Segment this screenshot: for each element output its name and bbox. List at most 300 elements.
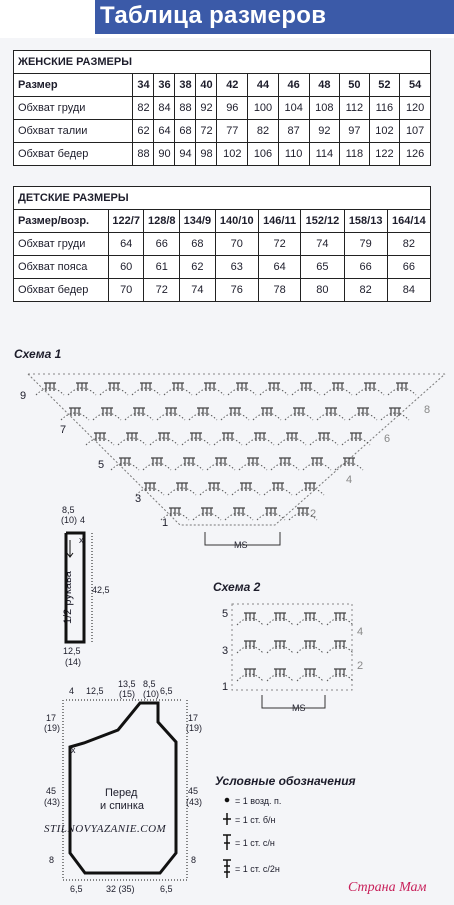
legend-item: = 1 ст. с/н [235,838,275,848]
table-cell: 94 [175,143,196,166]
stitch-mark [204,383,208,391]
sleeve-top-dim: 8,5 [62,505,75,515]
body-dim: 32 (35) [106,884,135,894]
stitch-mark [308,641,312,649]
stitch-mark [342,641,346,649]
stitch-mark [274,641,278,649]
stitch-mark [84,383,88,391]
stitch-mark [338,641,342,649]
stitch-mark [318,433,322,441]
stitch-mark [240,383,244,391]
stitch-mark [372,383,376,391]
body-outline [70,703,176,873]
legend-item: = 1 возд. п. [235,796,282,806]
sleeve-bottom-dim-alt: (14) [65,657,82,667]
table-cell: 87 [278,120,309,143]
stitch-mark [240,483,244,491]
stitch-mark [109,408,113,416]
table-cell: 90 [154,143,175,166]
stitch-mark [334,669,338,677]
body-label: Перед [105,787,138,799]
table-cell: 82 [344,279,387,302]
stitch-mark [274,669,278,677]
stitch-mark [338,613,342,621]
stitch-mark [205,508,209,516]
body-dim: 8 [49,855,55,865]
table-cell: 60 [108,256,144,279]
stitch-mark [141,408,145,416]
stitch-mark [297,408,301,416]
stitch-mark [282,613,286,621]
size-header: 40 [196,74,217,97]
stitch-mark [137,408,141,416]
table-cell: 97 [340,120,369,143]
stitch-mark [325,408,329,416]
stitch-mark [197,408,201,416]
stitch-mark [334,613,338,621]
stitch-mark [244,383,248,391]
body-dim: (43) [186,797,203,807]
stitch-mark [389,408,393,416]
stitch-mark [365,408,369,416]
table-cell: 84 [154,97,175,120]
stitch-mark [347,458,351,466]
stitch-mark [44,383,48,391]
scheme1-fans [36,383,416,520]
stitch-mark [297,508,301,516]
stitch-mark [176,383,180,391]
stitch-mark [340,383,344,391]
stitch-mark [77,408,81,416]
table-cell: 72 [258,233,300,256]
stitch-mark [282,641,286,649]
table-cell: 82 [387,233,430,256]
stitch-mark [286,433,290,441]
stitch-mark [269,508,273,516]
table-cell: 77 [217,120,248,143]
row-label: Обхват талии [14,120,133,143]
size-header: 50 [340,74,369,97]
body-label: и спинка [100,800,145,812]
table-cell: 106 [248,143,279,166]
scheme1-title: Схема 1 [14,347,62,361]
stitch-mark [101,408,105,416]
scheme2-fans [237,613,353,681]
stitch-mark [393,408,397,416]
table-cell: 64 [154,120,175,143]
table-cell: 116 [369,97,400,120]
stitch-mark [304,383,308,391]
stitch-mark [102,433,106,441]
row-number: 3 [135,493,142,505]
stitch-mark [112,383,116,391]
repeat-label: MS [292,703,306,713]
legend-item: = 1 ст. с/2н [235,864,280,874]
stitch-mark [116,383,120,391]
page-title: Таблица размеров [100,2,327,29]
stitch-mark [144,383,148,391]
legend-item: = 1 ст. б/н [235,815,276,825]
stitch-mark [126,433,130,441]
table-cell: 112 [340,97,369,120]
header-label: Размер/возр. [14,210,109,233]
stitch-mark [244,669,248,677]
stitch-mark [191,458,195,466]
body-dim: 17 [188,713,199,723]
stitch-mark [205,408,209,416]
stitch-mark [219,458,223,466]
double-crochet-icon [223,835,231,850]
stitch-mark [304,613,308,621]
stitch-mark [230,433,234,441]
row-number: 1 [162,517,169,529]
stitch-mark [319,458,323,466]
stitch-mark [159,458,163,466]
stitch-mark [80,383,84,391]
stitch-mark [201,508,205,516]
stitch-mark [184,483,188,491]
body-dim: 4 [69,686,75,696]
body-dim: 17 [46,713,57,723]
row-number: 5 [222,608,229,620]
stitch-mark [183,458,187,466]
row-number: 7 [60,424,67,436]
stitch-mark [252,613,256,621]
row-number: 8 [424,404,431,416]
sleeve-top-right-dim: 4 [80,515,86,525]
stitch-mark [308,669,312,677]
stitch-mark [338,669,342,677]
table-cell: 84 [387,279,430,302]
stitch-mark [226,433,230,441]
table-cell: 61 [144,256,180,279]
sleeve-label: 1/2 рукава [62,571,74,624]
stitch-mark [237,408,241,416]
size-header: 42 [217,74,248,97]
stitch-mark [312,641,316,649]
table-cell: 114 [309,143,340,166]
table-cell: 66 [144,233,180,256]
table-cell: 108 [309,97,340,120]
stitch-mark [272,383,276,391]
scheme1-repeat-bracket [205,532,280,545]
stitch-mark [312,669,316,677]
row-number: 5 [98,459,105,471]
table-cell: 72 [196,120,217,143]
stitch-mark [165,408,169,416]
stitch-mark [400,383,404,391]
stitch-mark [48,383,52,391]
stitch-mark [301,408,305,416]
table-cell: 64 [108,233,144,256]
stitch-mark [265,408,269,416]
stitch-mark [190,433,194,441]
stitch-mark [69,408,73,416]
stitch-mark [358,433,362,441]
stitch-mark [166,433,170,441]
stitch-mark [98,433,102,441]
stitch-mark [396,383,400,391]
stitch-mark [404,383,408,391]
table-cell: 107 [400,120,431,143]
body-dim: (19) [186,723,203,733]
row-number: 1 [222,681,229,693]
stitch-mark [294,433,298,441]
stitch-mark [236,383,240,391]
body-dim: 12,5 [86,686,104,696]
body-dim: 6,5 [160,686,173,696]
stitch-mark [311,458,315,466]
stitch-mark [315,458,319,466]
stitch-mark [304,669,308,677]
size-header: 36 [154,74,175,97]
table-cell: 102 [369,120,400,143]
sleeve-mark: x [79,535,84,545]
row-number: 4 [346,474,353,486]
row-number: 2 [357,660,364,672]
stitch-mark [140,383,144,391]
stitch-mark [201,408,205,416]
stitch-mark [208,383,212,391]
stitch-mark [212,383,216,391]
stitch-mark [52,383,56,391]
body-dim: 6,5 [70,884,83,894]
stitch-mark [247,458,251,466]
row-label: Обхват груди [14,233,109,256]
stitch-mark [332,383,336,391]
stitch-mark [212,483,216,491]
stitch-mark [334,641,338,649]
stitch-mark [248,669,252,677]
sleeve-top-dim-alt: (10) [61,515,78,525]
stitch-mark [187,458,191,466]
size-header: 52 [369,74,400,97]
stitch-mark [127,458,131,466]
stitch-mark [180,483,184,491]
stitch-mark [177,508,181,516]
body-dim-lines [63,700,187,880]
table-cell: 62 [180,256,216,279]
table-cell: 76 [215,279,258,302]
stitch-mark [276,383,280,391]
stitch-mark [133,408,137,416]
stitch-mark [237,508,241,516]
sleeve-pattern [66,533,92,642]
stitch-mark [354,433,358,441]
table-cell: 104 [278,97,309,120]
legend-title: Условные обозначения [215,774,356,788]
body-pattern [63,700,187,880]
stitch-mark [208,483,212,491]
table-cell: 63 [215,256,258,279]
single-crochet-icon [223,813,231,825]
sleeve-bottom-dim: 12,5 [63,646,81,656]
stitch-mark [229,408,233,416]
stitch-mark [162,433,166,441]
header-label: Размер [14,74,133,97]
stitch-mark [173,508,177,516]
table-cell: 66 [387,256,430,279]
scheme2-title: Схема 2 [213,580,261,594]
stitch-mark [351,458,355,466]
stitch-mark [308,613,312,621]
stitch-mark [73,408,77,416]
size-header: 54 [400,74,431,97]
stitch-mark [350,433,354,441]
stitch-mark [273,508,277,516]
size-header: 152/12 [301,210,344,233]
table-cell: 92 [196,97,217,120]
size-header: 134/9 [180,210,216,233]
stitch-mark [326,433,330,441]
scheme1-outline [28,374,445,525]
repeat-label: MS [234,540,248,550]
stitch-mark [312,613,316,621]
stitch-mark [304,641,308,649]
stitch-mark [158,433,162,441]
stitch-mark [268,383,272,391]
table-caption: ЖЕНСКИЕ РАЗМЕРЫ [14,51,431,74]
size-header: 158/13 [344,210,387,233]
stitch-mark [272,483,276,491]
table-cell: 72 [144,279,180,302]
stitch-mark [283,458,287,466]
stitch-mark [251,458,255,466]
stitch-mark [155,458,159,466]
row-number: 4 [357,626,364,638]
stitch-mark [278,641,282,649]
row-number: 3 [222,645,229,657]
stitch-mark [152,483,156,491]
stitch-mark [248,483,252,491]
table-cell: 65 [301,256,344,279]
sleeve-outline [66,533,84,642]
stitch-mark [304,483,308,491]
size-header: 38 [175,74,196,97]
stitch-mark [151,458,155,466]
stitch-mark [123,458,127,466]
stitch-mark [287,458,291,466]
stitch-mark [172,383,176,391]
stitch-mark [105,408,109,416]
size-header: 46 [278,74,309,97]
stitch-mark [342,613,346,621]
table-cell: 82 [133,97,154,120]
body-dim: 8 [191,855,197,865]
stitch-mark [198,433,202,441]
size-header: 146/11 [258,210,300,233]
stitch-mark [357,408,361,416]
scheme2-repeat-bracket [262,695,325,708]
row-number: 2 [310,508,317,520]
row-number: 9 [20,390,27,402]
stitch-mark [173,408,177,416]
table-cell: 88 [175,97,196,120]
row-number: 6 [384,433,391,445]
stitch-mark [244,641,248,649]
stitch-mark [254,433,258,441]
stitch-mark [278,613,282,621]
body-dim: 6,5 [160,884,173,894]
size-header: 164/14 [387,210,430,233]
table-cell: 70 [215,233,258,256]
body-dim: (43) [44,797,61,807]
stitch-mark [364,383,368,391]
stitch-mark [180,383,184,391]
stitch-mark [278,669,282,677]
body-dim: (10) [143,689,160,699]
table-cell: 79 [344,233,387,256]
stitch-mark [241,508,245,516]
table-cell: 118 [340,143,369,166]
body-dim: 13,5 [118,679,136,689]
table-cell: 110 [278,143,309,166]
stitch-mark [265,508,269,516]
stitch-mark [216,483,220,491]
stitch-mark [248,641,252,649]
treble-crochet-icon [223,860,231,878]
stitch-mark [148,483,152,491]
stitch-mark [108,383,112,391]
stitch-mark [222,433,226,441]
stitch-mark [276,483,280,491]
stitch-mark [262,433,266,441]
table-cell: 74 [180,279,216,302]
table-cell: 126 [400,143,431,166]
stitch-mark [290,433,294,441]
watermark: STILNOVYAZANIE.COM [44,823,167,835]
stitch-mark [194,433,198,441]
stitch-mark [336,383,340,391]
stitch-mark [397,408,401,416]
table-cell: 100 [248,97,279,120]
table-cell: 78 [258,279,300,302]
stitch-mark [322,433,326,441]
table-cell: 92 [309,120,340,143]
legend-symbols [223,798,231,878]
stitch-mark [244,483,248,491]
size-header: 44 [248,74,279,97]
table-cell: 96 [217,97,248,120]
row-label: Обхват пояса [14,256,109,279]
stitch-mark [308,483,312,491]
stitch-mark [282,669,286,677]
table-cell: 102 [217,143,248,166]
site-logo: Страна Мам [348,880,427,895]
size-header: 34 [133,74,154,97]
table-cell: 68 [175,120,196,143]
stitch-mark [293,408,297,416]
table-cell: 66 [344,256,387,279]
stitch-mark [176,483,180,491]
stitch-mark [233,508,237,516]
stitch-mark [329,408,333,416]
table-cell: 68 [180,233,216,256]
stitch-mark [361,408,365,416]
table-cell: 62 [133,120,154,143]
stitch-mark [148,383,152,391]
size-header: 122/7 [108,210,144,233]
stitch-mark [215,458,219,466]
table-cell: 98 [196,143,217,166]
stitch-mark [300,383,304,391]
stitch-mark [279,458,283,466]
stitch-mark [333,408,337,416]
scheme1-chart [28,374,445,545]
row-label: Обхват бедер [14,143,133,166]
stitch-mark [233,408,237,416]
size-header: 48 [309,74,340,97]
